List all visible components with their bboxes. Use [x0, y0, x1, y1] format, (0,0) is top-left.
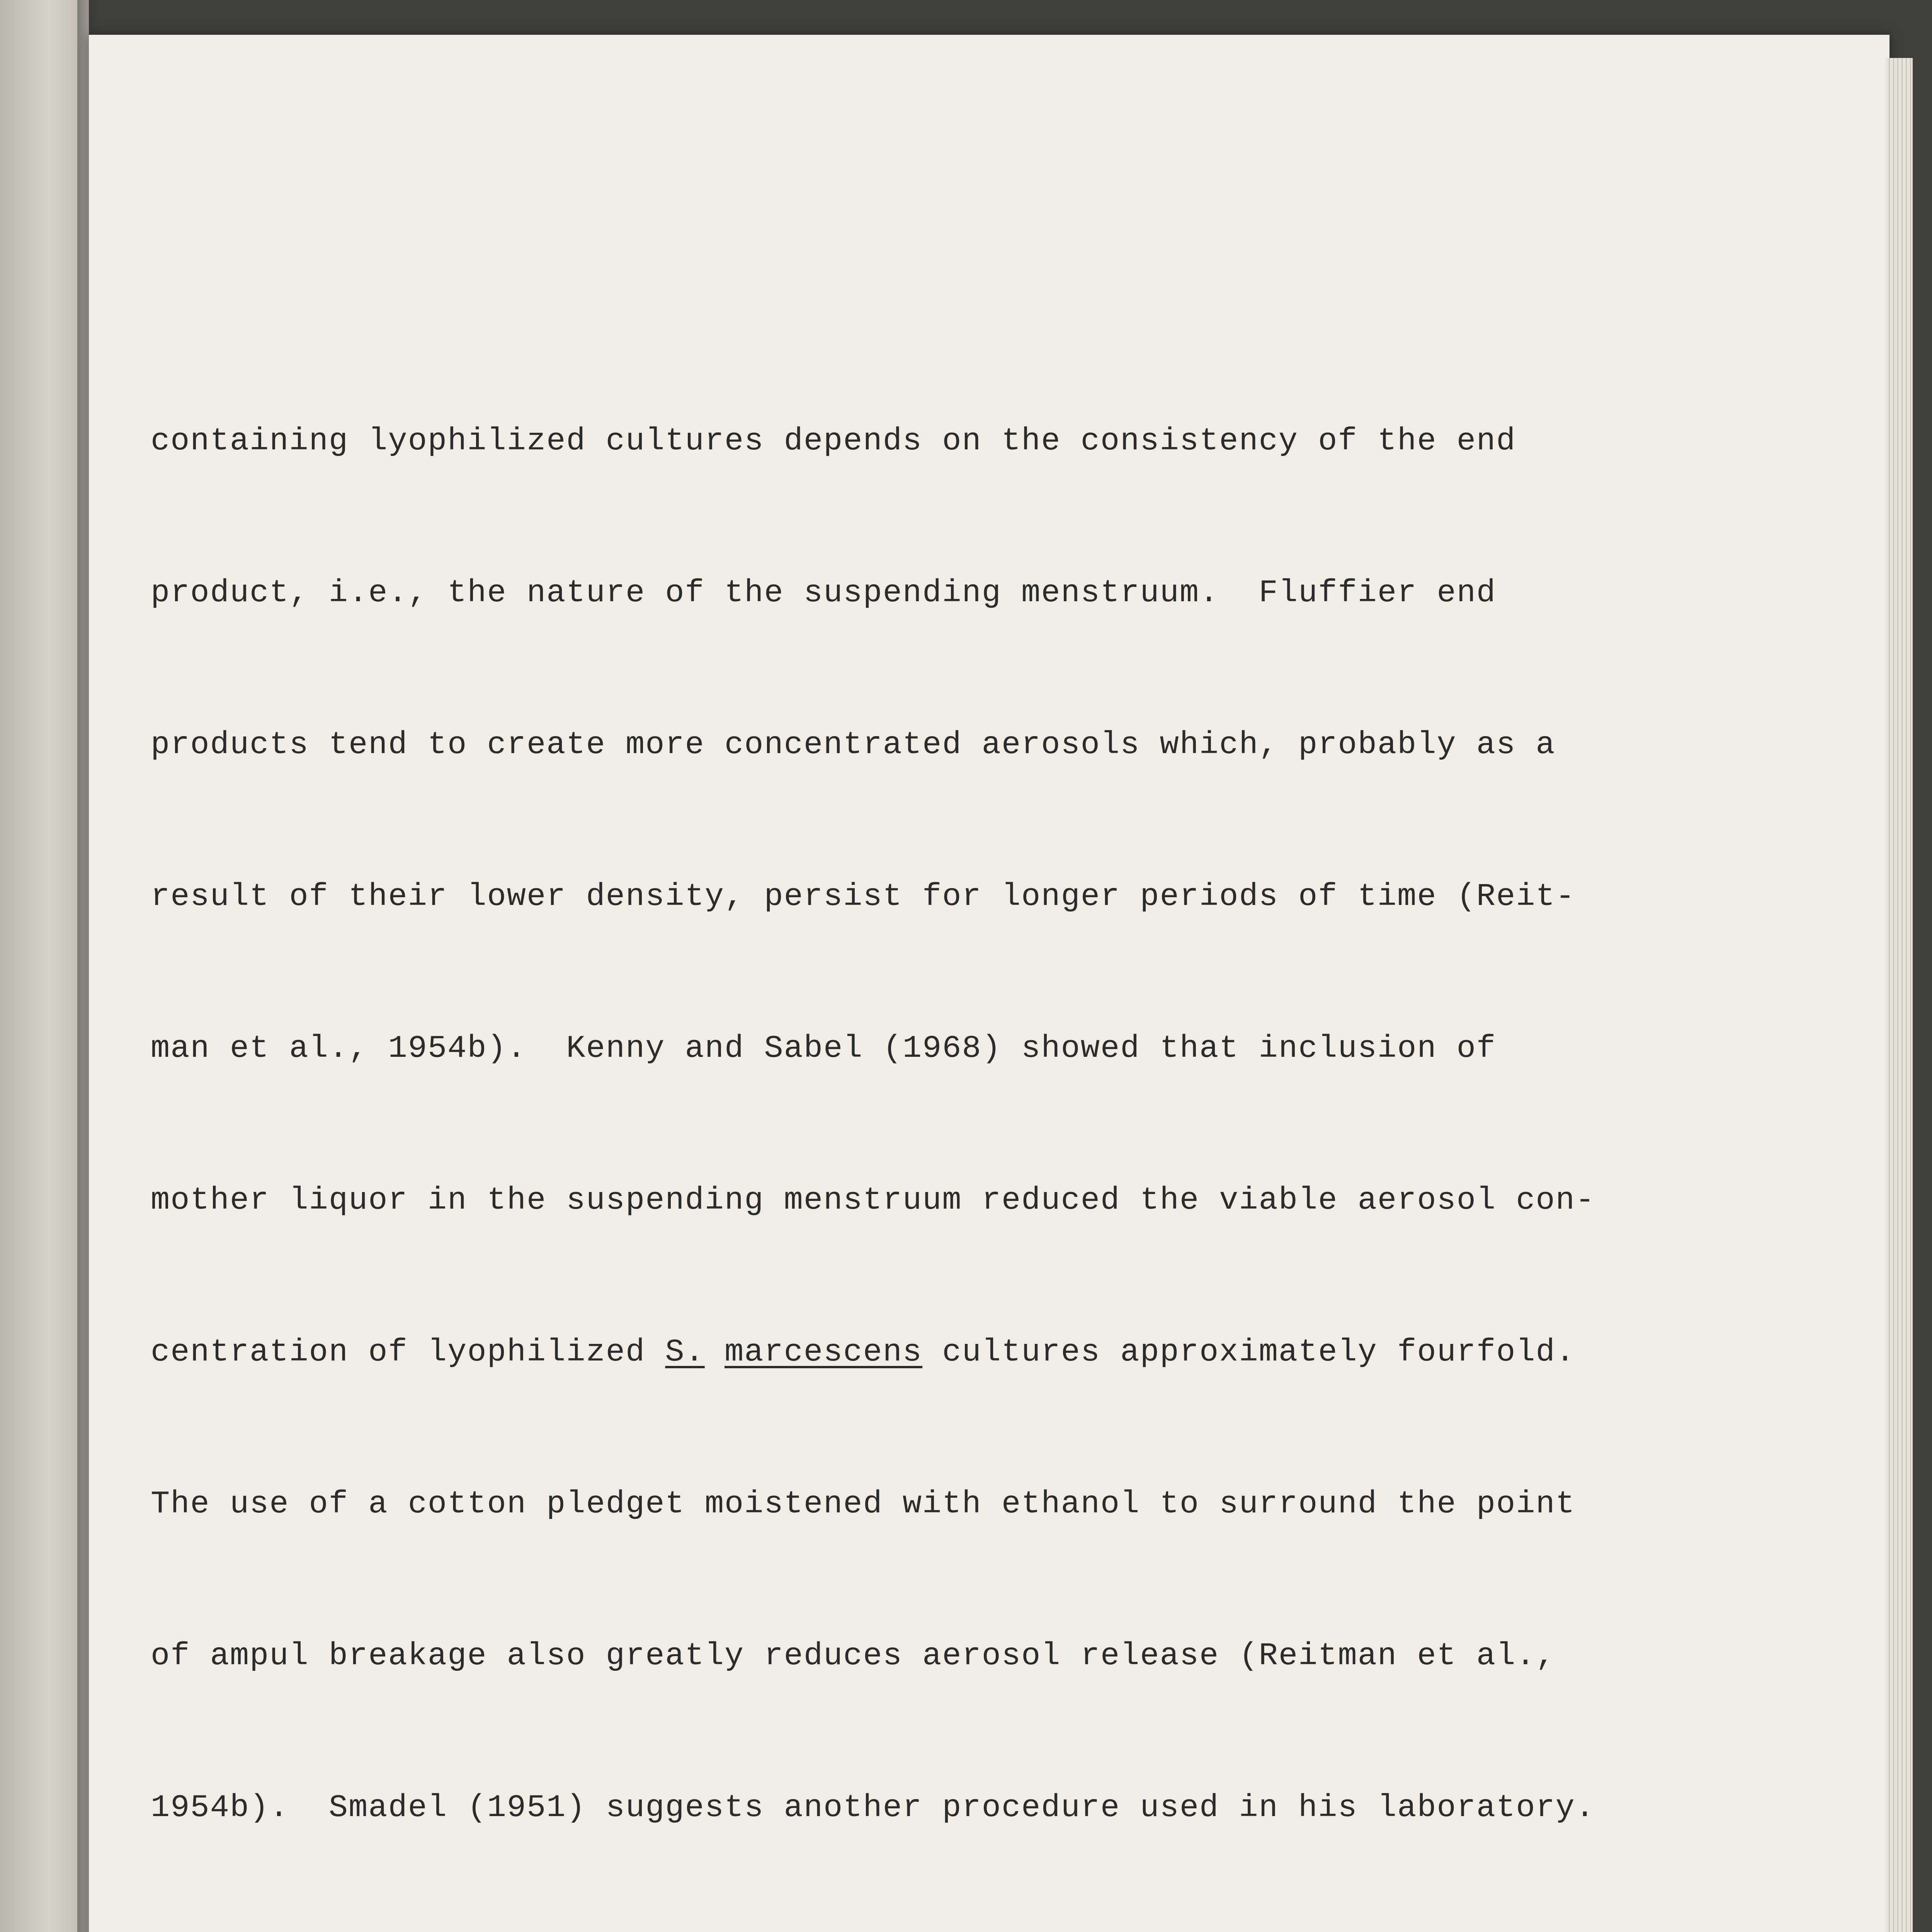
text-line-species: centration of lyophilized S. marcescens cultures approximately fourfold.	[151, 1334, 1576, 1370]
paragraph-1	[151, 350, 1696, 1932]
text-line: containing lyophilized cultures depends on the consistency of the end	[151, 423, 1516, 459]
text-line: of ampul breakage also greatly reduces aerosol release (Reitman et al.,	[151, 1638, 1556, 1674]
page-stack-edges	[1886, 58, 1913, 1932]
facing-page-edge	[0, 0, 89, 1932]
text-line: 1954b). Smadel (1951) suggests another procedure used in his laboratory.	[151, 1790, 1595, 1826]
body-text	[151, 278, 1696, 1932]
text-line: products tend to create more concentrated aerosols which, probably as a	[151, 727, 1556, 763]
species-name: marcescens	[724, 1334, 923, 1370]
text-line: mother liquor in the suspending menstruum reduced the viable aerosol con-	[151, 1182, 1595, 1218]
text-line: product, i.e., the nature of the suspending menstruum. Fluffier end	[151, 575, 1497, 611]
text-line: man et al., 1954b). Kenny and Sabel (1968) showed that inclusion of	[151, 1031, 1497, 1066]
text-line: The use of a cotton pledget moistened with ethanol to surround the point	[151, 1486, 1575, 1522]
text-line: result of their lower density, persist for longer periods of time (Reit-	[151, 879, 1575, 915]
genus-abbrev: S.	[665, 1334, 705, 1370]
